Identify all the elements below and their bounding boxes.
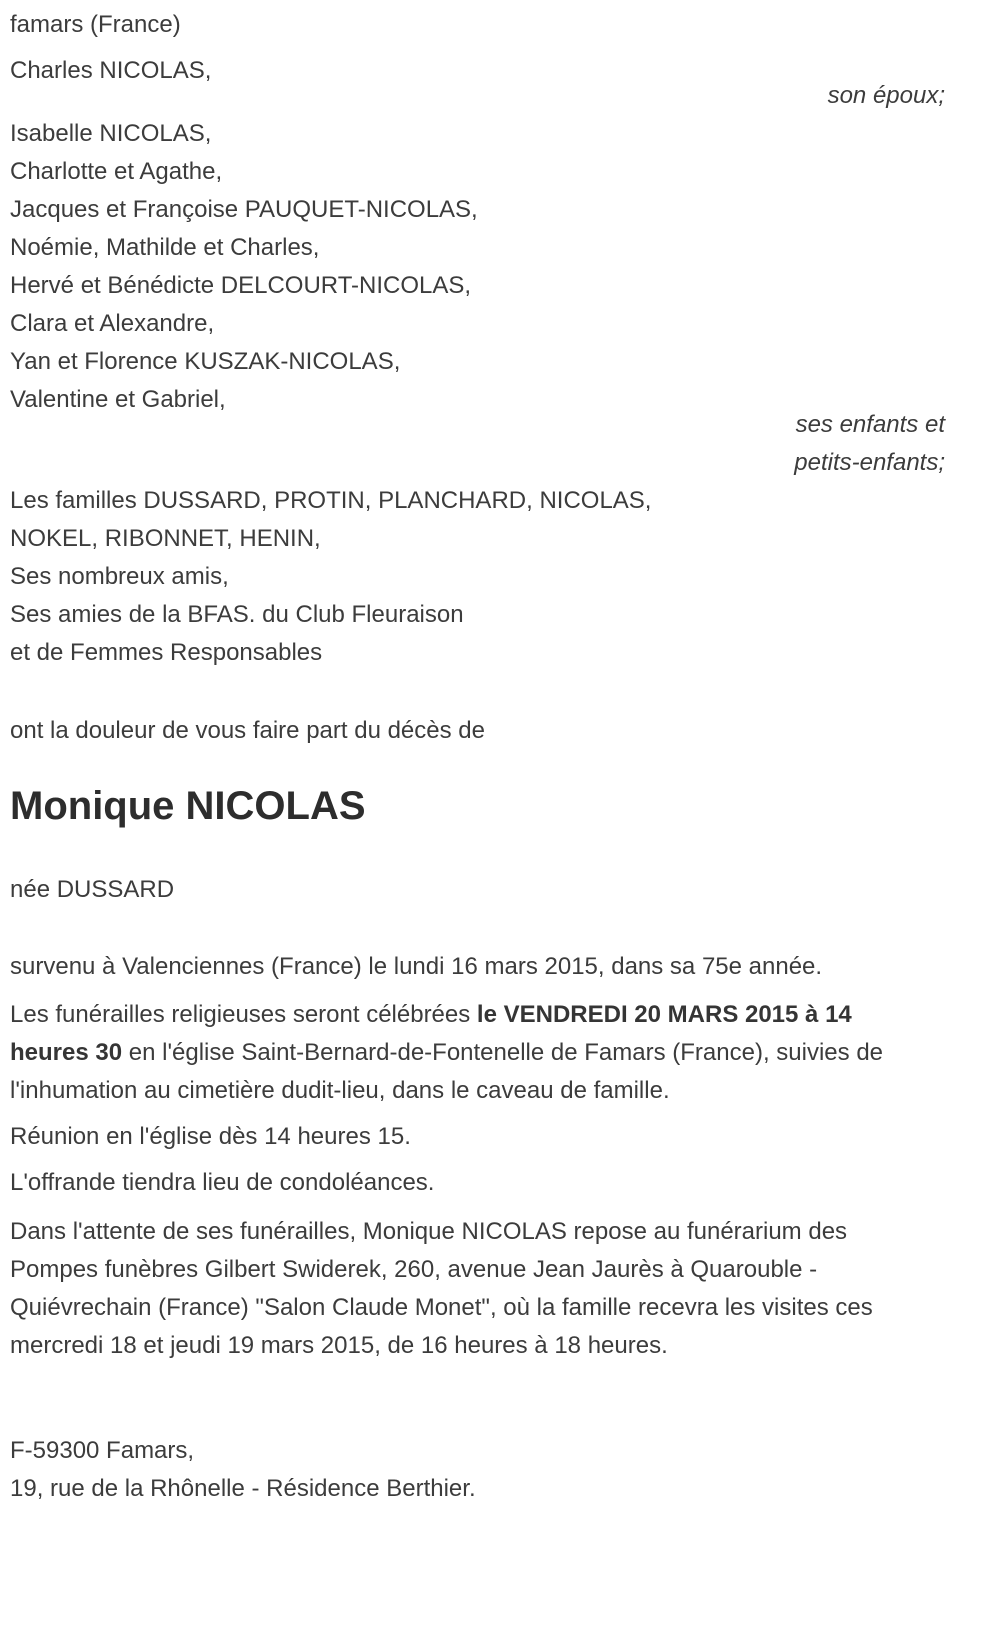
child-line: Noémie, Mathilde et Charles, [10, 234, 320, 261]
child-line: Charlotte et Agathe, [10, 158, 223, 185]
death-details-paragraph: survenu à Valenciennes (France) le lundi 16 mars 2015, dans sa 75e année. [10, 953, 823, 980]
child-line: Valentine et Gabriel, [10, 386, 226, 413]
spouse-relation: son époux; [827, 82, 945, 109]
family-line: Ses amies de la BFAS. du Club Fleuraison [10, 601, 464, 628]
funeral-date-bold: le VENDREDI 20 MARS 2015 à 14 heures 30 [10, 1001, 852, 1066]
spouse-name: Charles NICOLAS, [10, 57, 212, 84]
child-line: Yan et Florence KUSZAK-NICOLAS, [10, 348, 401, 375]
address-line-1: F-59300 Famars, [10, 1437, 195, 1464]
family-line: Ses nombreux amis, [10, 563, 229, 590]
condolences-line: L'offrande tiendra lieu de condoléances. [10, 1169, 435, 1196]
funeral-text-suffix: en l'église Saint-Bernard-de-Fontenelle de Famars (France), suivies de l'inhumation au cimetière dudit-lieu, dans le caveau de famille. [10, 1039, 884, 1104]
repose-details-paragraph: Dans l'attente de ses funérailles, Monique NICOLAS repose au funérarium des Pompes funèbres Gilbert Swiderek, 260, avenue Jean Jaurès à Quarouble - Quiévrechain (France) "Salon Claude Monet", où la famille recevra les visites ces mercredi 18 et jeudi 19 mars 2015, de 16 heures à 18 heures. [10, 1218, 873, 1359]
child-line: Isabelle NICOLAS, [10, 120, 212, 147]
funeral-text-prefix: Les funérailles religieuses seront célébrées [10, 1001, 477, 1028]
child-line: Hervé et Bénédicte DELCOURT-NICOLAS, [10, 272, 472, 299]
location-line: famars (France) [10, 11, 181, 38]
maiden-name: née DUSSARD [10, 876, 175, 903]
children-list [10, 115, 945, 419]
funeral-details-paragraph [10, 996, 890, 1110]
address-line-2: 19, rue de la Rhônelle - Résidence Berthier. [10, 1475, 476, 1502]
children-relation-line-1: ses enfants et [795, 411, 945, 438]
child-line: Jacques et Françoise PAUQUET-NICOLAS, [10, 196, 478, 223]
families-list [10, 482, 945, 672]
address-block [10, 1432, 945, 1508]
family-line: Les familles DUSSARD, PROTIN, PLANCHARD, NICOLAS, [10, 487, 652, 514]
family-line: NOKEL, RIBONNET, HENIN, [10, 525, 321, 552]
children-relation-line-2: petits-enfants; [794, 449, 945, 476]
family-line: et de Femmes Responsables [10, 639, 323, 666]
deceased-name-heading: Monique NICOLAS [10, 784, 366, 828]
child-line: Clara et Alexandre, [10, 310, 215, 337]
announcement-line: ont la douleur de vous faire part du décès de [10, 717, 485, 744]
meeting-line: Réunion en l'église dès 14 heures 15. [10, 1123, 411, 1150]
